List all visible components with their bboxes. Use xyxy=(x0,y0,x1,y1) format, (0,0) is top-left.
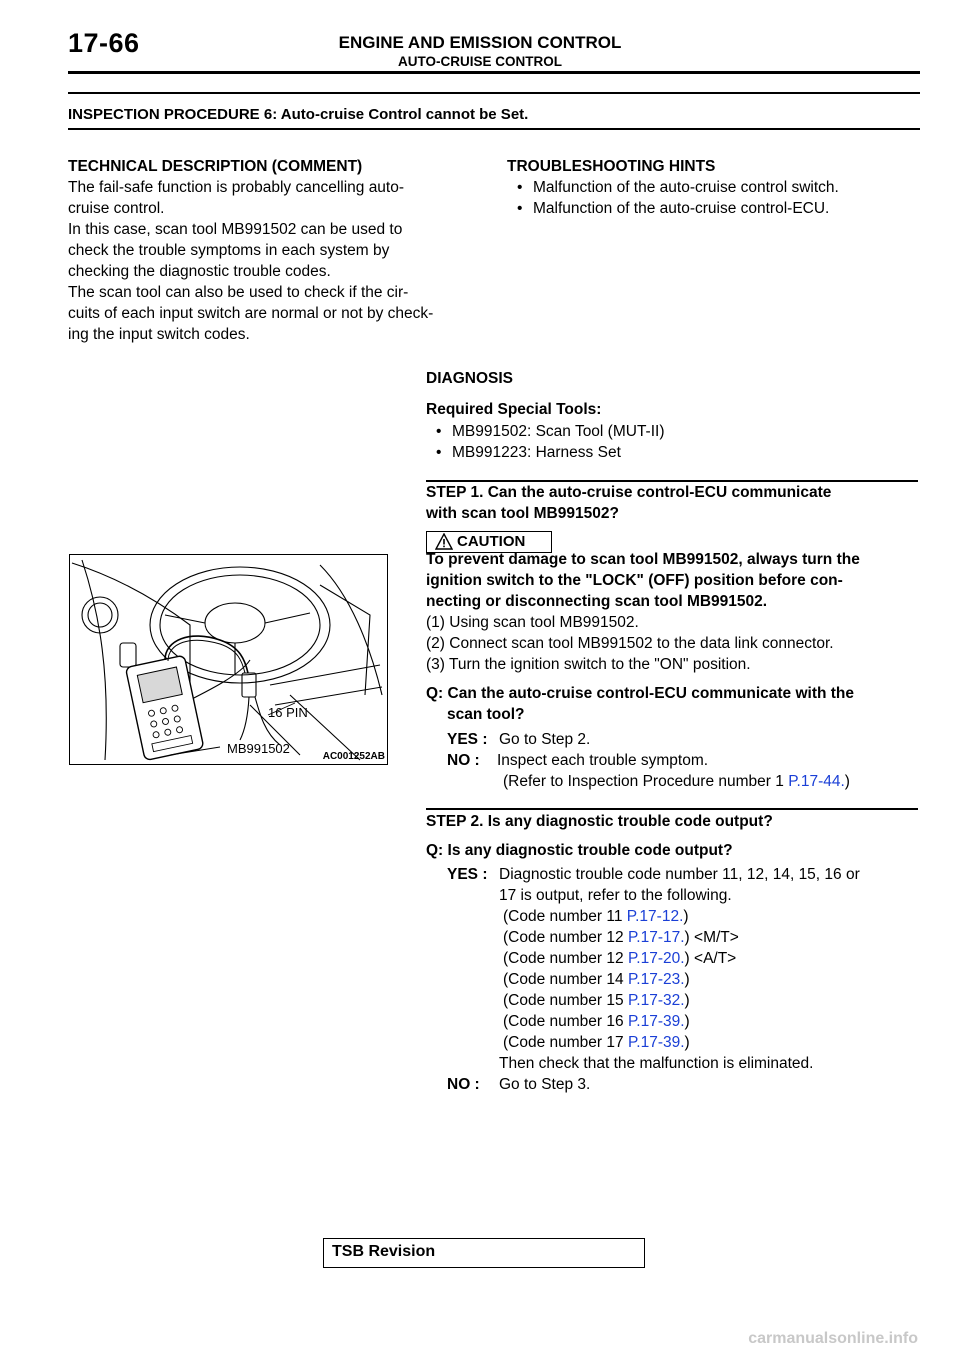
code-suffix: ) xyxy=(684,1034,690,1051)
code-prefix: (Code number 16 xyxy=(503,1013,628,1030)
yes-text: Go to Step 2. xyxy=(499,731,591,748)
code-reference xyxy=(503,908,689,926)
figure-id: AC001252AB xyxy=(322,751,385,762)
tsb-revision-box xyxy=(323,1238,645,1268)
procedure-bottom-divider xyxy=(68,128,920,130)
technical-description-line: check the trouble symptoms in each system by xyxy=(68,242,390,259)
caution-text: necting or disconnecting scan tool MB991502. xyxy=(426,593,768,610)
code-reference xyxy=(503,950,736,968)
pin-label: 16 PIN xyxy=(268,705,308,720)
code-prefix: (Code number 12 xyxy=(503,950,628,967)
reference-link[interactable]: P.17-17. xyxy=(627,929,685,946)
reference-link[interactable]: P.17-44. xyxy=(788,773,845,790)
step2-title: STEP 2. Is any diagnostic trouble code output? xyxy=(426,813,773,830)
code-reference xyxy=(503,929,739,947)
step2-question: Q: Is any diagnostic trouble code output? xyxy=(426,842,733,859)
instruction-line: (3) Turn the ignition switch to the "ON" position. xyxy=(426,656,751,673)
warning-triangle-icon xyxy=(435,533,453,550)
tools-heading: Required Special Tools: xyxy=(426,401,602,418)
no-label: NO : xyxy=(447,1076,480,1093)
instruction-line: (2) Connect scan tool MB991502 to the data link connector. xyxy=(426,635,834,652)
caution-text: ignition switch to the "LOCK" (OFF) position before con- xyxy=(426,572,843,589)
technical-description-line: The fail-safe function is probably cancelling auto- xyxy=(68,179,405,196)
no-reference-prefix: (Refer to Inspection Procedure number 1 xyxy=(503,773,789,790)
troubleshooting-hints-heading: TROUBLESHOOTING HINTS xyxy=(507,158,716,175)
no-label: NO : xyxy=(447,752,480,769)
scan-tool-illustration xyxy=(69,554,388,765)
reference-link[interactable]: P.17-39. xyxy=(627,1034,685,1051)
tool-item: • MB991502: Scan Tool (MUT-II) xyxy=(426,421,916,442)
yes-text: 17 is output, refer to the following. xyxy=(499,887,732,904)
technical-description-line: The scan tool can also be used to check if the cir- xyxy=(68,284,409,301)
yes-label: YES : xyxy=(447,731,488,748)
code-prefix: (Code number 15 xyxy=(503,992,628,1009)
code-reference xyxy=(503,1013,690,1031)
technical-description-line: checking the diagnostic trouble codes. xyxy=(68,263,331,280)
hint-item: • Malfunction of the auto-cruise control switch. xyxy=(507,177,920,198)
technical-description-heading: TECHNICAL DESCRIPTION (COMMENT) xyxy=(68,158,363,175)
code-reference xyxy=(503,992,690,1010)
procedure-title: INSPECTION PROCEDURE 6: Auto-cruise Control cannot be Set. xyxy=(68,106,529,123)
code-suffix: ) xyxy=(684,992,690,1009)
step2-divider xyxy=(426,808,918,810)
code-prefix: (Code number 11 xyxy=(503,908,627,925)
tsb-revision-label: TSB Revision xyxy=(332,1243,436,1260)
troubleshooting-hints xyxy=(507,156,920,219)
yes-label: YES : xyxy=(447,866,488,883)
hint-item: • Malfunction of the auto-cruise control-ECU. xyxy=(507,198,920,219)
tool-label: MB991502 xyxy=(227,741,290,756)
step1-question: Q: Can the auto-cruise control-ECU communicate with the xyxy=(426,685,855,702)
then-text: Then check that the malfunction is eliminated. xyxy=(499,1055,814,1072)
procedure-top-divider xyxy=(68,92,920,94)
section-title: ENGINE AND EMISSION CONTROL xyxy=(338,33,622,52)
header-divider xyxy=(68,71,920,74)
technical-description-line: In this case, scan tool MB991502 can be used to xyxy=(68,221,403,238)
technical-description-line: ing the input switch codes. xyxy=(68,326,250,343)
no-text: Inspect each trouble symptom. xyxy=(497,752,709,769)
reference-link[interactable]: P.17-20. xyxy=(627,950,685,967)
technical-description-line: cruise control. xyxy=(68,200,165,217)
reference-link[interactable]: P.17-39. xyxy=(627,1013,685,1030)
page-number: 17-66 xyxy=(68,28,140,58)
reference-link[interactable]: P.17-12. xyxy=(626,908,684,925)
reference-link[interactable]: P.17-23. xyxy=(627,971,685,988)
code-suffix: ) xyxy=(684,971,690,988)
reference-link[interactable]: P.17-32. xyxy=(627,992,685,1009)
code-prefix: (Code number 12 xyxy=(503,929,628,946)
technical-description-line: cuits of each input switch are normal or not by check- xyxy=(68,305,434,322)
technical-description xyxy=(68,156,488,345)
yes-text: Diagnostic trouble code number 11, 12, 14, 15, 16 or xyxy=(499,866,860,883)
instruction-line: (1) Using scan tool MB991502. xyxy=(426,614,639,631)
code-prefix: (Code number 17 xyxy=(503,1034,628,1051)
code-reference xyxy=(503,1034,690,1052)
step1-title: STEP 1. Can the auto-cruise control-ECU communicate xyxy=(426,484,832,501)
tool-item: • MB991223: Harness Set xyxy=(426,442,916,463)
code-prefix: (Code number 14 xyxy=(503,971,628,988)
caution-box xyxy=(426,531,552,553)
caution-label: CAUTION xyxy=(457,533,526,550)
section-subtitle: AUTO-CRUISE CONTROL xyxy=(398,54,562,69)
code-suffix: ) <A/T> xyxy=(684,950,737,967)
dashboard-drawing xyxy=(70,555,387,764)
code-suffix: ) xyxy=(684,1013,690,1030)
caution-text: To prevent damage to scan tool MB991502, always turn the xyxy=(426,551,860,568)
code-reference xyxy=(503,971,690,989)
diagnosis-heading: DIAGNOSIS xyxy=(426,370,513,387)
code-suffix: ) xyxy=(683,908,689,925)
no-reference-suffix: ) xyxy=(844,773,850,790)
no-reference xyxy=(503,773,850,791)
no-text: Go to Step 3. xyxy=(499,1076,591,1093)
step1-question: scan tool? xyxy=(447,706,525,723)
step1-title: with scan tool MB991502? xyxy=(426,505,619,522)
step1-divider xyxy=(426,480,918,482)
tools-list xyxy=(426,421,916,463)
code-suffix: ) <M/T> xyxy=(684,929,739,946)
watermark: carmanualsonline.info xyxy=(748,1330,918,1347)
